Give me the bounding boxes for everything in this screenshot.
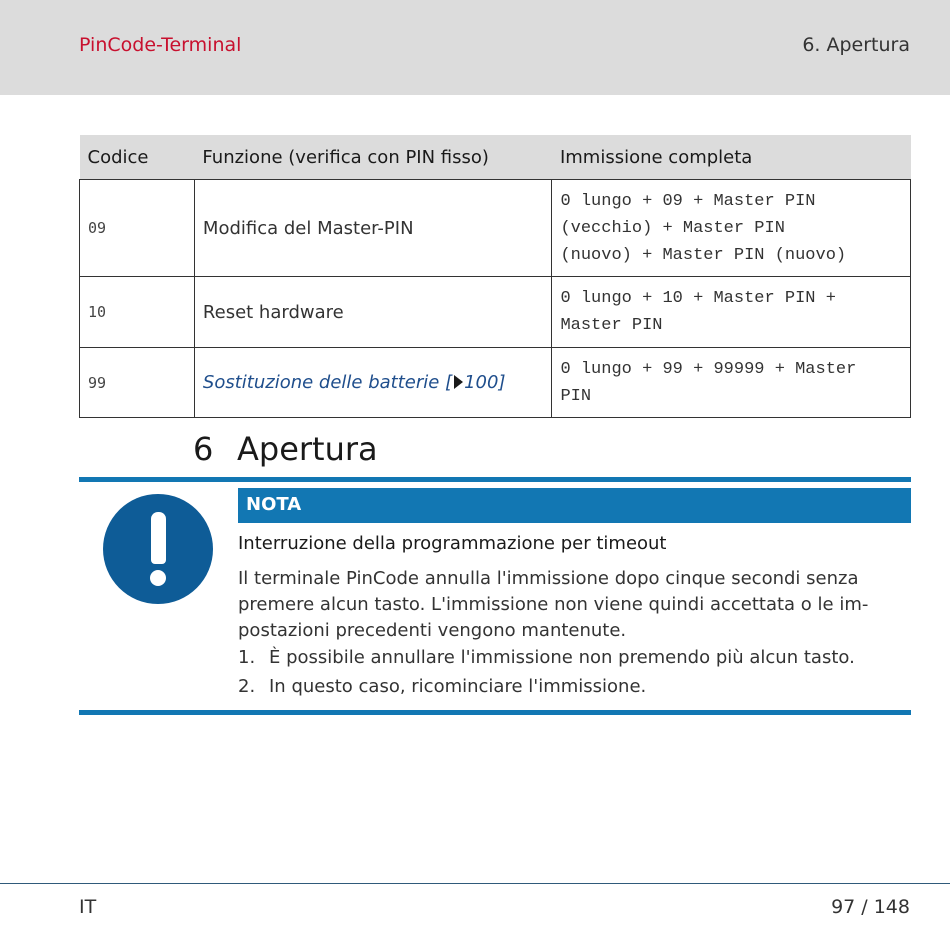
note-label: NOTA bbox=[246, 494, 302, 515]
note-top-rule bbox=[79, 477, 911, 482]
footer-page-number: 97 / 148 bbox=[831, 896, 910, 918]
link-text: Sostituzione delle batterie [ bbox=[202, 372, 453, 393]
code-cell: 10 bbox=[80, 277, 195, 348]
entry-cell bbox=[552, 277, 911, 348]
codes-table bbox=[79, 135, 911, 418]
entry-cell bbox=[552, 348, 911, 418]
entry-line: 0 lungo + 99 + 99999 + Master bbox=[560, 359, 857, 379]
entry-line: 0 lungo + 10 + Master PIN + bbox=[560, 289, 836, 308]
entry-line: Master PIN bbox=[560, 316, 663, 335]
function-cell: Reset hardware bbox=[194, 277, 552, 348]
list-item: 1. È possibile annullare l'immissione non premendo più alcun tasto. bbox=[238, 647, 855, 668]
exclamation-icon bbox=[103, 494, 213, 604]
column-header: Codice bbox=[80, 135, 195, 180]
note-body: Il terminale PinCode annulla l'immissione dopo cinque secondi senza premere alcun tasto. L'immissione non viene quindi accettata o le im-postazioni precedenti vengono mantenute. bbox=[238, 568, 869, 641]
entry-line: 0 lungo + 09 + Master PIN bbox=[560, 191, 816, 211]
table-row bbox=[80, 277, 911, 348]
section-heading-title: Apertura bbox=[237, 430, 378, 468]
table-header-row bbox=[80, 135, 911, 180]
entry-line: (vecchio) + Master PIN bbox=[560, 218, 785, 238]
entry-line: PIN bbox=[560, 386, 592, 406]
column-header: Funzione (verifica con PIN fisso) bbox=[194, 135, 552, 180]
note-steps bbox=[238, 647, 908, 705]
entry-line: (nuovo) + Master PIN (nuovo) bbox=[560, 245, 847, 265]
code-cell: 09 bbox=[80, 180, 195, 277]
link-page: 100] bbox=[464, 372, 506, 393]
code-cell: 99 bbox=[80, 348, 195, 418]
page-reference-arrow-icon bbox=[454, 375, 463, 389]
note-label-bar bbox=[238, 488, 911, 523]
brand-title: PinCode-Terminal bbox=[79, 34, 242, 56]
section-heading bbox=[193, 430, 378, 468]
battery-replacement-link[interactable] bbox=[194, 348, 552, 418]
footer-divider bbox=[0, 883, 950, 884]
entry-cell bbox=[552, 180, 911, 277]
section-title: 6. Apertura bbox=[802, 34, 910, 56]
function-cell: Modifica del Master-PIN bbox=[194, 180, 552, 277]
table-row bbox=[80, 180, 911, 277]
page-header bbox=[0, 0, 950, 95]
note-bottom-rule bbox=[79, 710, 911, 715]
list-item: 2. In questo caso, ricominciare l'immissione. bbox=[238, 676, 647, 697]
column-header: Immissione completa bbox=[552, 135, 911, 180]
footer-language: IT bbox=[79, 896, 97, 918]
section-number: 6 bbox=[193, 430, 214, 468]
note-title: Interruzione della programmazione per timeout bbox=[238, 533, 667, 554]
table-row bbox=[80, 348, 911, 418]
